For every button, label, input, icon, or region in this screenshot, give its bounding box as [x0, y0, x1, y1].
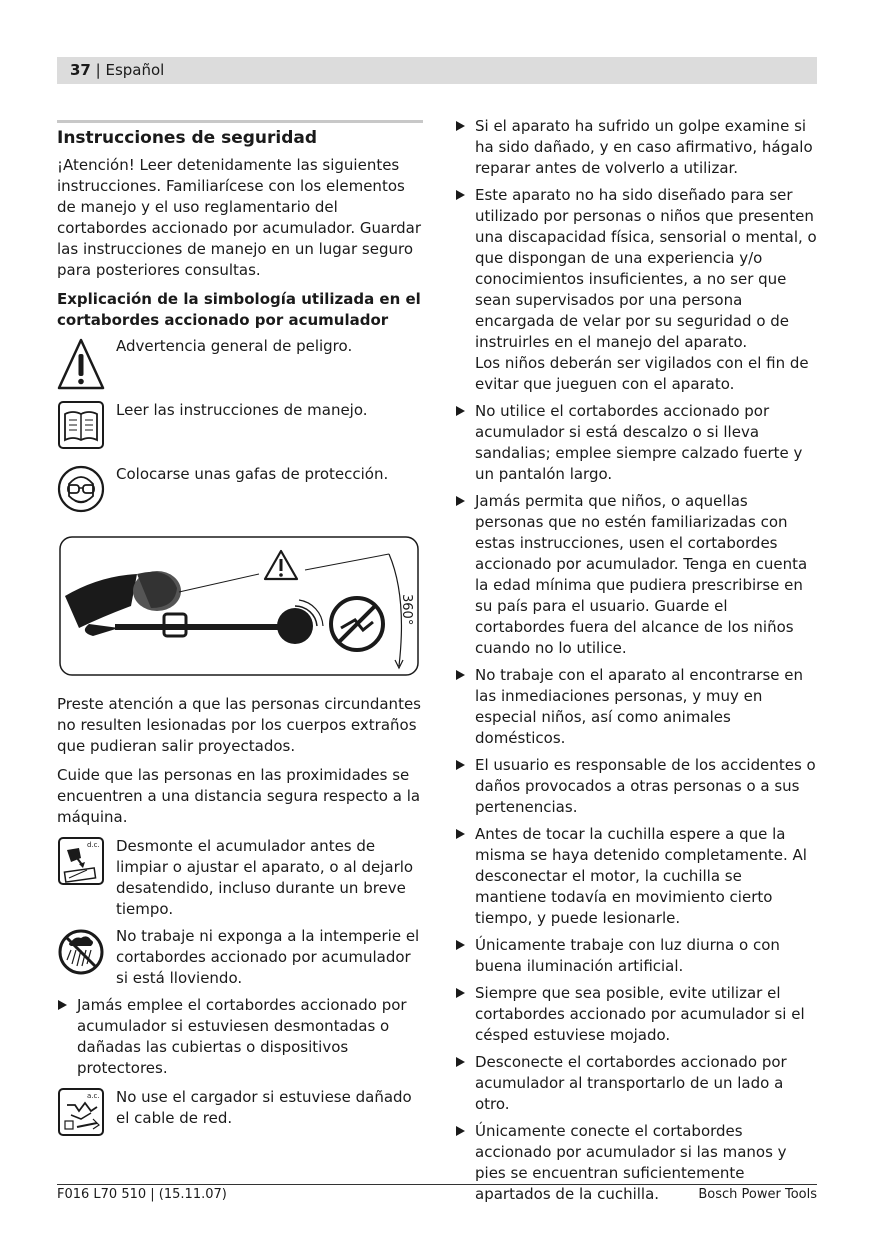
footer-brand: Bosch Power Tools: [698, 1187, 817, 1202]
bullet-arrow-icon: [456, 760, 465, 770]
bullet-text: Si el aparato ha sufrido un golpe examine si ha sido dañado, y en caso afirmativo, hágalo reparar antes de volverlo a utilizar.: [475, 117, 813, 177]
bullet-text: Este aparato no ha sido diseñado para ser utilizado por personas o niños que presenten una discapacidad física, sensorial o mental, o que dispongan de una experiencia y/o conocimientos insuficientes, a no ser que sean supervisados por una persona encargada de velar por su seguridad o de instruirles en el manejo del aparato.: [475, 186, 817, 351]
bullet-text: No utilice el cortabordes accionado por acumulador si está descalzo o si lleva sandalias; emplee siempre calzado fuerte y un pantalón largo.: [475, 402, 803, 483]
bullet-text: Siempre que sea posible, evite utilizar el cortabordes accionado por acumulador si el césped estuviese mojado.: [475, 984, 805, 1044]
bullet-arrow-icon: [456, 940, 465, 950]
warning-triangle-icon: [57, 336, 105, 394]
bullet-text: No trabaje con el aparato al encontrarse en las inmediaciones personas, y muy en especial niños, así como animales domésticos.: [475, 666, 803, 747]
bullet-item: [455, 1052, 817, 1115]
bullet-item: [455, 491, 817, 659]
header-separator: |: [90, 61, 106, 79]
section-title: Instrucciones de seguridad: [57, 128, 318, 148]
symbol-text: Desmonte el acumulador antes de limpiar o ajustar el aparato, o al dejarlo desatendido, incluso durante un breve tiempo.: [116, 837, 414, 918]
section-rule: [57, 120, 423, 123]
bullet-text: Únicamente conecte el cortabordes accionado por acumulador si las manos y pies se encuentran suficientemente apartados de la cuchilla.: [475, 1122, 787, 1203]
bullet-text: Antes de tocar la cuchilla espere a que la misma se haya detenido completamente. Al desconectar el motor, la cuchilla se mantiene todavía en movimiento cierto tiempo, y puede lesionarle.: [475, 825, 807, 927]
bullet-note: Los niños deberán ser vigilados con el fin de evitar que jueguen con el aparato.: [475, 354, 809, 393]
bullet-arrow-icon: [58, 1000, 67, 1010]
symbol-row-goggles: [57, 464, 423, 522]
remove-battery-icon: [57, 836, 105, 894]
right-column: [455, 116, 817, 1211]
symbol-text: Colocarse unas gafas de protección.: [116, 465, 389, 483]
paragraph-safe-distance: Cuide que las personas en las proximidades se encuentren a una distancia segura respecto a la máquina.: [57, 766, 421, 826]
symbol-text: Leer las instrucciones de manejo.: [116, 401, 368, 419]
bullet-item: [455, 665, 817, 749]
bullet-arrow-icon: [456, 406, 465, 416]
bullet-item: [455, 935, 817, 977]
bullet-item: [455, 824, 817, 929]
bullet-text: El usuario es responsable de los accidentes o daños provocados a otras personas o a sus pertenencias.: [475, 756, 816, 816]
left-column: [57, 120, 423, 1151]
symbol-row-remove-battery: [57, 836, 423, 920]
bullet-arrow-icon: [456, 1126, 465, 1136]
symbol-row-warning: [57, 336, 423, 394]
bullet-arrow-icon: [456, 496, 465, 506]
bullet-item: [57, 995, 423, 1079]
symbol-text: No trabaje ni exponga a la intemperie el cortabordes accionado por acumulador si está lloviendo.: [116, 927, 420, 987]
safety-distance-figure: [59, 536, 419, 676]
header-bar: [57, 57, 817, 84]
page-number: 37: [70, 61, 91, 79]
bullet-arrow-icon: [456, 988, 465, 998]
symbol-row-manual: [57, 400, 423, 458]
paragraph-projected-objects: Preste atención a que las personas circundantes no resulten lesionadas por los cuerpos extraños que pudieran salir proyectados.: [57, 695, 421, 755]
damaged-charger-icon: [57, 1087, 105, 1145]
symbol-text: Advertencia general de peligro.: [116, 337, 353, 355]
intro-paragraph: ¡Atención! Leer detenidamente las siguientes instrucciones. Familiarícese con los elementos de manejo y el uso reglamentario del cortabordes accionado por acumulador. Guardar las instrucciones de manejo en un lugar seguro para posteriores consultas.: [57, 156, 421, 279]
bullet-item: [455, 185, 817, 395]
bullet-text: Jamás emplee el cortabordes accionado por acumulador si estuviesen desmontadas o dañadas las cubiertas o dispositivos protectores.: [77, 996, 407, 1077]
manual-book-icon: [57, 400, 105, 458]
dc-badge: d.c.: [87, 841, 100, 849]
bullet-arrow-icon: [456, 1057, 465, 1067]
ac-badge: a.c.: [87, 1092, 100, 1100]
bullet-text: Desconecte el cortabordes accionado por acumulador al transportarlo de un lado a otro.: [475, 1053, 787, 1113]
page-header: [70, 60, 164, 80]
safety-goggles-icon: [57, 464, 105, 522]
symbols-heading: Explicación de la simbología utilizada en el cortabordes accionado por acumulador: [57, 290, 421, 329]
bullet-arrow-icon: [456, 121, 465, 131]
bullet-text: Únicamente trabaje con luz diurna o con buena iluminación artificial.: [475, 936, 780, 975]
bullet-item: [455, 983, 817, 1046]
figure-angle-label: 360°: [399, 594, 414, 626]
bullet-arrow-icon: [456, 190, 465, 200]
bullet-item: [455, 401, 817, 485]
bullet-arrow-icon: [456, 829, 465, 839]
symbol-row-no-rain: [57, 926, 423, 989]
footer-doc-id: F016 L70 510 | (15.11.07): [57, 1187, 227, 1202]
header-language: Español: [105, 61, 165, 79]
bullet-item: [455, 755, 817, 818]
footer-rule: [57, 1184, 817, 1185]
bullet-item: [455, 116, 817, 179]
symbol-row-charger: [57, 1087, 423, 1145]
bullet-text: Jamás permita que niños, o aquellas personas que no estén familiarizadas con estas instrucciones, usen el cortabordes accionado por acumulador. Tenga en cuenta la edad mínima que pudiera prescribirse en su país para el usuario. Guarde el cortabordes fuera del alcance de los niños cuando no lo utilice.: [475, 492, 808, 657]
no-rain-icon: [57, 926, 105, 984]
symbol-text: No use el cargador si estuviese dañado el cable de red.: [116, 1088, 412, 1127]
bullet-arrow-icon: [456, 670, 465, 680]
